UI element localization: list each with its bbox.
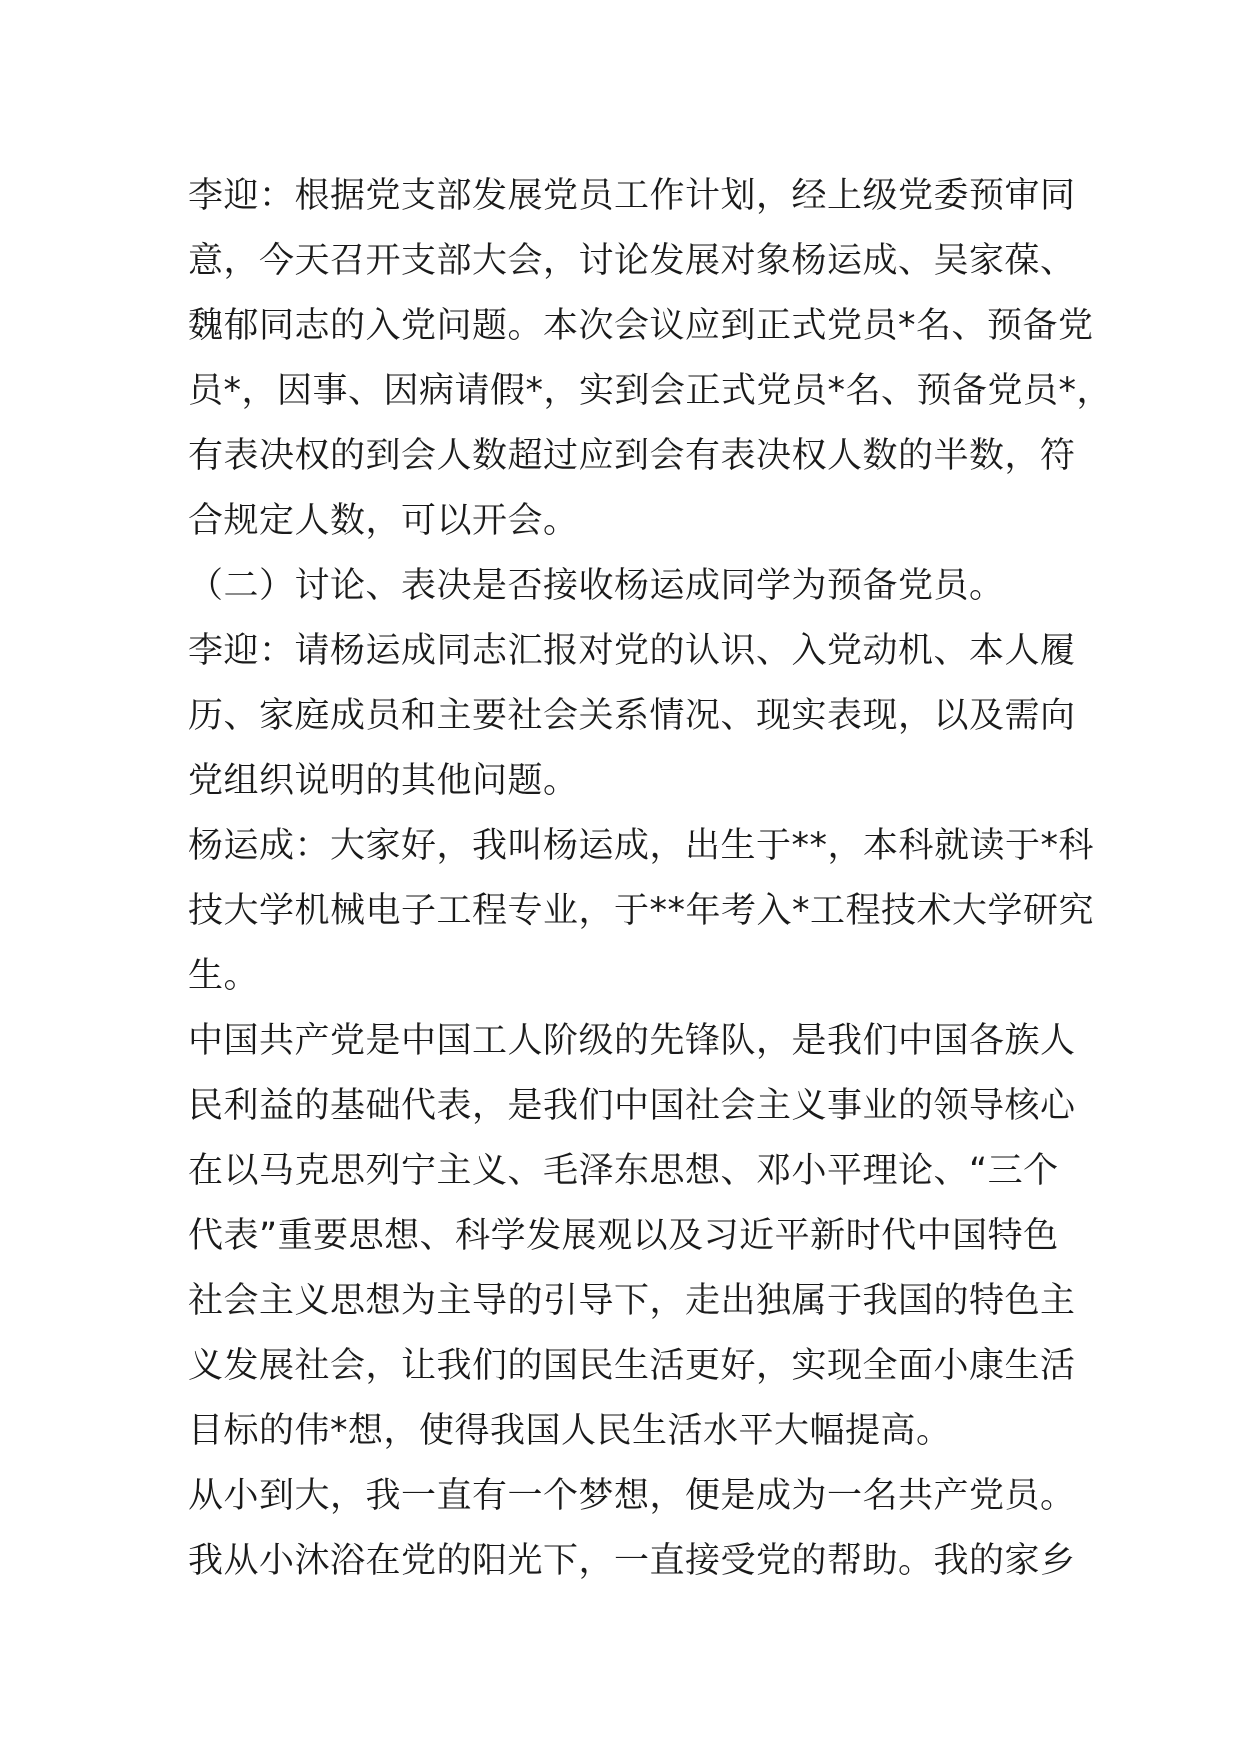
text-line: 杨运成：大家好，我叫杨运成，出生于**，本科就读于*科	[188, 826, 1095, 866]
text-line: 有表决权的到会人数超过应到会有表决权人数的半数，符	[188, 436, 1076, 476]
text-line: 中国共产党是中国工人阶级的先锋队，是我们中国各族人	[188, 1021, 1076, 1061]
text-line: 李迎：根据党支部发展党员工作计划，经上级党委预审同	[188, 176, 1076, 216]
document-body	[188, 164, 1113, 1594]
text-line: 合规定人数，可以开会。	[188, 501, 579, 541]
section-heading: （二）讨论、表决是否接收杨运成同学为预备党员。	[188, 566, 1005, 606]
text-line: 历、家庭成员和主要社会关系情况、现实表现，以及需向	[188, 696, 1076, 736]
text-line: 意，今天召开支部大会，讨论发展对象杨运成、吴家葆、	[188, 241, 1076, 281]
text-line: 魏郁同志的入党问题。本次会议应到正式党员*名、预备党	[188, 306, 1094, 346]
text-line: 民利益的基础代表，是我们中国社会主义事业的领导核心	[188, 1086, 1076, 1126]
text-line: 代表”重要思想、科学发展观以及习近平新时代中国特色	[188, 1216, 1059, 1256]
text-line: 社会主义思想为主导的引导下，走出独属于我国的特色主	[188, 1281, 1076, 1321]
text-line: 在以马克思列宁主义、毛泽东思想、邓小平理论、“三个	[188, 1151, 1059, 1191]
text-line: 员*，因事、因病请假*，实到会正式党员*名、预备党员*，	[188, 371, 1113, 411]
text-line: 我从小沐浴在党的阳光下，一直接受党的帮助。我的家乡	[188, 1541, 1076, 1581]
text-line: 目标的伟*想，使得我国人民生活水平大幅提高。	[188, 1411, 952, 1451]
text-line: 从小到大，我一直有一个梦想，便是成为一名共产党员。	[188, 1476, 1076, 1516]
text-line: 党组织说明的其他问题。	[188, 761, 579, 801]
text-line: 生。	[188, 956, 260, 996]
text-line: 李迎：请杨运成同志汇报对党的认识、入党动机、本人履	[188, 631, 1076, 671]
text-line: 义发展社会，让我们的国民生活更好，实现全面小康生活	[188, 1346, 1076, 1386]
text-line: 技大学机械电子工程专业，于**年考入*工程技术大学研究	[188, 891, 1095, 931]
